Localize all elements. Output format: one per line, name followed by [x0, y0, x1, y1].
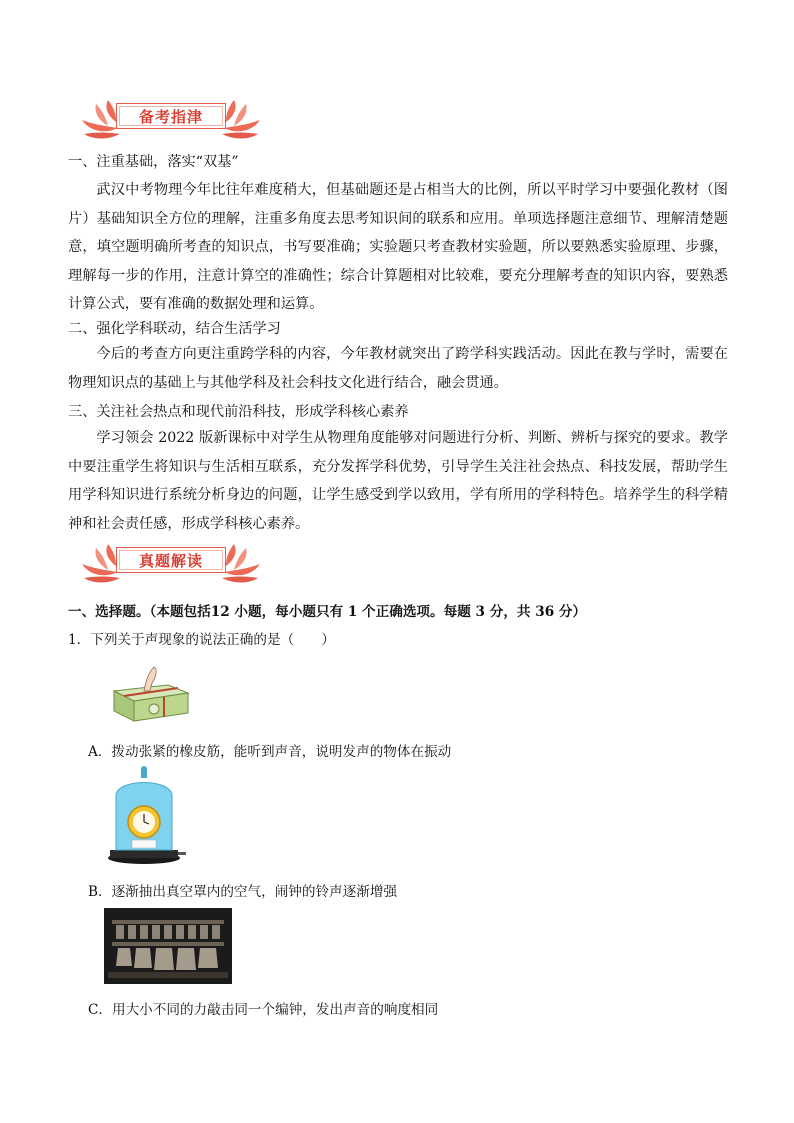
bell-jar-alarm-clock-image — [104, 766, 188, 866]
option-c: C．用大小不同的力敲击同一个编钟，发出声音的响度相同 — [88, 1002, 439, 1018]
chime-bells-image — [104, 908, 232, 984]
paragraph-basics-text: 武汉中考物理今年比往年难度稍大，但基础题还是占相当大的比例，所以平时学习中要强化教材（图片）基础知识全方位的理解，注重多角度去思考知识间的联系和应用。单项选择题注意细节、理解清楚题意，填空题明确所考查的知识点，书写要准确；实验题只考查教材实验题，所以要熟悉实验原理、步骤，理解每一步的作用，注意计算空的准确性；综合计算题相对比较难，要充分理解考查的知识内容，要熟悉计算公式，要有准确的数据处理和运算。 — [68, 182, 728, 312]
section-banner-exam-analysis — [78, 542, 264, 586]
section-title-box — [116, 103, 226, 129]
right-leaf-icon — [220, 542, 264, 586]
paragraph-hotspots-text: 学习领会 2022 版新课标中对学生从物理角度能够对问题进行分析、判断、辨析与探究的要求。教学中要注重学生将知识与生活相互联系，充分发挥学科优势，引导学生关注社会热点、科技发展，帮助学生用学科知识进行系统分析身边的问题，让学生感受到学以致用，学有所用的学科特色。培养学生的科学精神和社会责任感，形成学科核心素养。 — [68, 430, 728, 532]
option-a: A．拨动张紧的橡皮筋，能听到声音，说明发声的物体在振动 — [88, 744, 452, 760]
section-banner-preparation — [78, 98, 264, 142]
paragraph-interdisciplinary-text: 今后的考查方向更注重跨学科的内容，今年教材就突出了跨学科实践活动。因此在教与学时，需要在物理知识点的基础上与其他学科及社会科技文化进行结合，融会贯通。 — [68, 346, 728, 391]
paragraph-hotspots — [68, 424, 728, 538]
paragraph-basics — [68, 176, 728, 319]
rubber-band-box-image — [110, 661, 192, 723]
question-1: 1．下列关于声现象的说法正确的是（ ） — [68, 632, 335, 648]
section-title: 备考指津 — [119, 106, 223, 126]
heading-interdisciplinary: 二、强化学科联动，结合生活学习 — [68, 321, 281, 337]
heading-basics: 一、注重基础，落实“双基” — [68, 154, 239, 170]
section-title-box — [116, 547, 226, 573]
section-title: 真题解读 — [119, 550, 223, 570]
option-b: B．逐渐抽出真空罩内的空气，闹钟的铃声逐渐增强 — [88, 884, 398, 900]
part-title-choice: 一、选择题。（本题包括12 小题，每小题只有 1 个正确选项。每题 3 分，共 36 分） — [68, 604, 587, 620]
heading-hotspots: 三、关注社会热点和现代前沿科技，形成学科核心素养 — [68, 404, 409, 420]
right-leaf-icon — [220, 98, 264, 142]
paragraph-interdisciplinary — [68, 340, 728, 397]
